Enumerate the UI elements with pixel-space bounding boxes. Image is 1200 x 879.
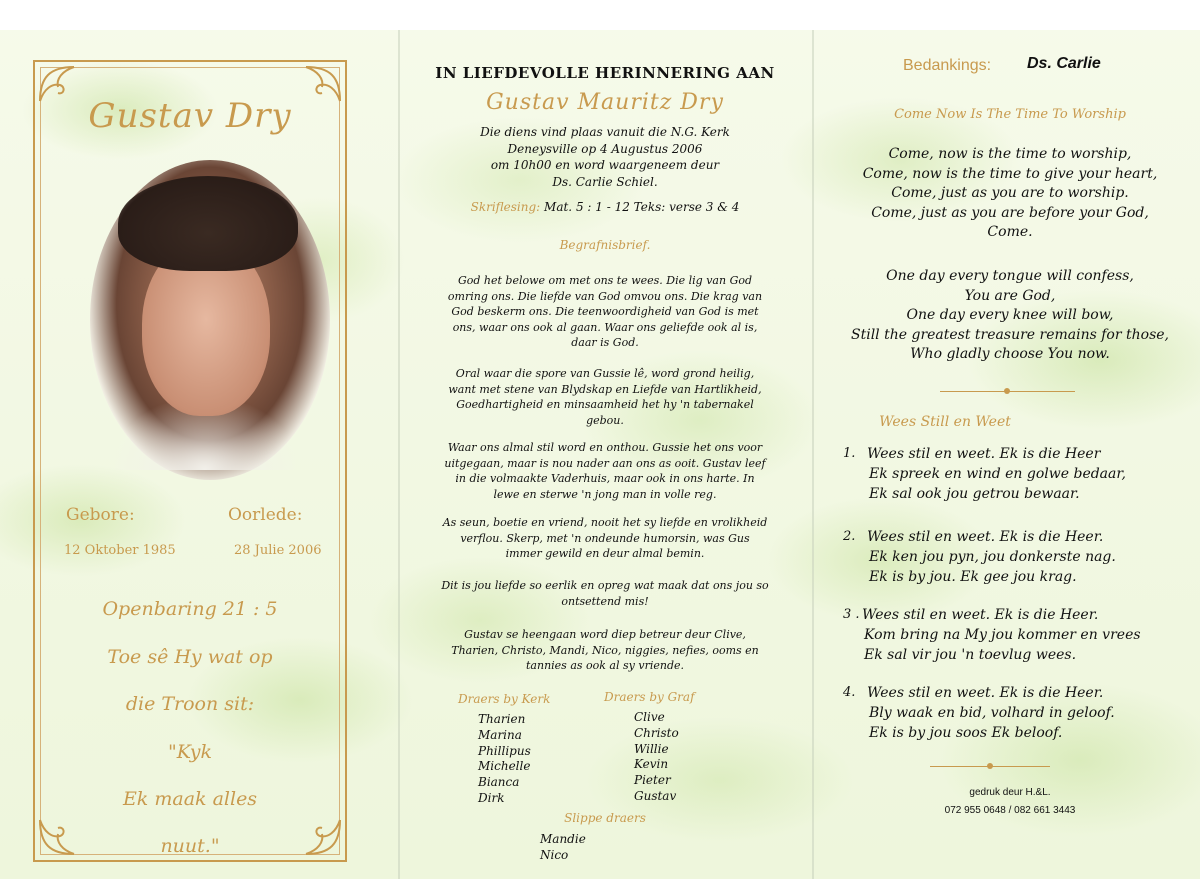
lyric-line: Come, now is the time to worship, xyxy=(888,146,1132,162)
service-line: om 10h00 en word waargeneem deur xyxy=(490,158,720,172)
letter-line: gebou. xyxy=(586,413,624,427)
church-bearer-name: Dirk xyxy=(478,790,505,805)
letter-line: daar is God. xyxy=(571,336,639,349)
printer-credit: gedruk deur H.&L. xyxy=(969,787,1051,798)
song1-verse2 xyxy=(825,267,1195,365)
lyric-line: Bly waak en bid, volhard in geloof. xyxy=(869,705,1115,721)
verse-line: Openbaring 21 : 5 xyxy=(102,598,278,620)
church-bearers-title: Draers by Kerk xyxy=(458,692,551,706)
letter-line: in die volmaakte Vaderhuis, maar ook in ons harte. In xyxy=(455,472,755,485)
lyric-line: Wees stil en weet. Ek is die Heer. xyxy=(867,529,1104,545)
verse-line: die Troon sit: xyxy=(125,693,255,715)
letter-line: As seun, boetie en vriend, nooit het sy liefde en vrolikheid xyxy=(442,516,768,529)
lyric-line: Come, just as you are before your God, xyxy=(871,204,1149,221)
verse-item xyxy=(867,444,1126,504)
grave-bearer-name: Pieter xyxy=(634,773,671,788)
song1-title: Come Now Is The Time To Worship xyxy=(894,107,1126,122)
slip-bearer-name: Mandie xyxy=(540,832,586,846)
church-bearer-name: Marina xyxy=(478,727,522,742)
verse-line: Toe sê Hy wat op xyxy=(107,646,273,668)
verse-item xyxy=(867,683,1115,743)
scan-margin xyxy=(0,0,1200,30)
thanks-name: Ds. Carlie xyxy=(1027,55,1101,72)
verse-item xyxy=(862,605,1141,665)
letter-paragraph xyxy=(415,515,795,562)
church-bearer-name: Michelle xyxy=(478,759,531,774)
died-label: Oorlede: xyxy=(228,505,303,525)
song2-title: Wees Still en Weet xyxy=(879,414,1011,430)
service-line: Die diens vind plaas vanuit die N.G. Kerk xyxy=(480,125,730,139)
letter-line: ons, waar ons ook al gaan. Waar ons geliefde ook al is, xyxy=(452,320,758,334)
lyric-line: Come. xyxy=(987,224,1033,240)
portrait-hair xyxy=(118,176,298,271)
church-bearers-list xyxy=(478,712,531,807)
letter-line: omring ons. Die liefde van God omvou ons. Die krag van xyxy=(447,289,763,303)
verse-line: Ek maak alles xyxy=(122,788,258,810)
deceased-full-name: Gustav Mauritz Dry xyxy=(486,90,724,115)
song1-verse1 xyxy=(825,145,1195,243)
lyric-line: Wees stil en weet. Ek is die Heer. xyxy=(867,685,1104,701)
letter-line: Goedhartigheid en minsaamheid het hy 'n tabernakel xyxy=(456,398,754,411)
lyric-line: Ek is by jou. Ek gee jou krag. xyxy=(869,569,1077,585)
printer-phone: 072 955 0648 / 082 661 3443 xyxy=(944,805,1076,816)
lyric-line: You are God, xyxy=(964,287,1056,304)
lyric-line: Wees stil en weet. Ek is die Heer xyxy=(867,446,1101,462)
church-bearer-name: Bianca xyxy=(478,775,520,790)
lyric-line: One day every tongue will confess, xyxy=(886,268,1134,284)
letter-paragraph xyxy=(415,627,795,674)
lyric-line: Ek sal vir jou 'n toevlug wees. xyxy=(864,647,1077,663)
letter-line: immer gewild en deur almal bemin. xyxy=(505,547,705,560)
letter-line: Dit is jou liefde so eerlik en opreg wat maak dat ons jou so xyxy=(441,579,769,592)
verse-line: nuut." xyxy=(160,835,220,857)
grave-bearer-name: Gustav xyxy=(634,788,677,803)
divider-ornament-icon xyxy=(987,763,993,769)
born-date: 12 Oktober 1985 xyxy=(64,543,176,558)
slip-bearers-list xyxy=(540,832,586,864)
letter-paragraph xyxy=(415,273,795,351)
letter-paragraph xyxy=(415,440,795,502)
letter-title: Begrafnisbrief. xyxy=(559,238,651,252)
memorial-heading: IN LIEFDEVOLLE HERINNERING AAN xyxy=(435,64,775,82)
letter-paragraph xyxy=(415,578,795,609)
lyric-line: Kom bring na My jou kommer en vrees xyxy=(864,627,1141,643)
letter-line: verflou. Skerp, met 'n ondeunde humorsin, was Gus xyxy=(460,531,750,545)
lyric-line: Wees stil en weet. Ek is die Heer. xyxy=(862,607,1099,623)
verse-number: 4. xyxy=(843,685,856,700)
lyric-line: Who gladly choose You now. xyxy=(910,346,1110,362)
reading-text: Mat. 5 : 1 - 12 Teks: verse 3 & 4 xyxy=(544,200,740,214)
grave-bearer-name: Kevin xyxy=(634,757,669,772)
lyric-line: Come, now is the time to give your heart, xyxy=(862,165,1158,182)
service-details xyxy=(400,124,810,190)
lyric-line: Ek is by jou soos Ek beloof. xyxy=(869,725,1063,741)
verse-number: 3 . xyxy=(843,607,860,622)
died-date: 28 Julie 2006 xyxy=(234,543,322,558)
letter-line: uitgegaan, maar is nou nader aan ons as ooit. Gustav leef xyxy=(444,456,766,470)
letter-line: God het belowe om met ons te wees. Die lig van God xyxy=(457,274,753,287)
verse-number: 1. xyxy=(843,446,856,461)
letter-line: Tharien, Christo, Mandi, Nico, niggies, nefies, ooms en xyxy=(451,643,759,657)
grave-bearers-list xyxy=(634,710,679,805)
thanks-label: Bedankings: xyxy=(903,57,992,74)
slip-bearer-name: Nico xyxy=(540,847,569,862)
grave-bearer-name: Clive xyxy=(634,710,665,724)
slip-bearers-title: Slippe draers xyxy=(564,811,646,825)
letter-line: Oral waar die spore van Gussie lê, word grond heilig, xyxy=(455,367,755,380)
lyric-line: Ek spreek en wind en golwe bedaar, xyxy=(869,466,1126,482)
lyric-line: One day every knee will bow, xyxy=(906,307,1114,323)
service-line: Ds. Carlie Schiel. xyxy=(552,174,658,189)
reading-label: Skriflesing: xyxy=(470,200,541,214)
letter-line: Waar ons almal stil word en onthou. Gussie het ons voor xyxy=(447,441,763,454)
grave-bearers-title: Draers by Graf xyxy=(604,690,695,704)
church-bearer-name: Tharien xyxy=(478,712,526,726)
service-line: Deneysville op 4 Augustus 2006 xyxy=(507,141,703,156)
fold-line-right xyxy=(812,30,814,879)
letter-line: tannies as ook al sy vriende. xyxy=(526,659,684,672)
verse-item xyxy=(867,527,1116,587)
letter-paragraph xyxy=(415,366,795,428)
verse-number: 2. xyxy=(843,529,856,544)
divider-ornament-icon xyxy=(1004,388,1010,394)
grave-bearer-name: Willie xyxy=(634,741,669,756)
letter-line: Gustav se heengaan word diep betreur deur Clive, xyxy=(464,628,746,641)
verse-line: "Kyk xyxy=(168,741,212,763)
scripture-reading xyxy=(400,200,810,214)
letter-line: ontsettend mis! xyxy=(561,594,649,608)
letter-line: lewe en sterwe 'n jong man in volle reg. xyxy=(493,487,717,501)
deceased-name-title: Gustav Dry xyxy=(88,96,292,136)
letter-line: God beskerm ons. Die teenwoordigheid van God is met xyxy=(451,305,759,318)
grave-bearer-name: Christo xyxy=(634,725,679,740)
lyric-line: Still the greatest treasure remains for those, xyxy=(851,326,1169,343)
born-label: Gebore: xyxy=(66,505,135,525)
letter-line: want met stene van Blydskap en Liefde van Hartlikheid, xyxy=(448,382,762,396)
lyric-line: Ek sal ook jou getrou bewaar. xyxy=(869,486,1080,502)
lyric-line: Come, just as you are to worship. xyxy=(891,185,1129,201)
lyric-line: Ek ken jou pyn, jou donkerste nag. xyxy=(869,549,1116,565)
church-bearer-name: Phillipus xyxy=(478,743,531,758)
